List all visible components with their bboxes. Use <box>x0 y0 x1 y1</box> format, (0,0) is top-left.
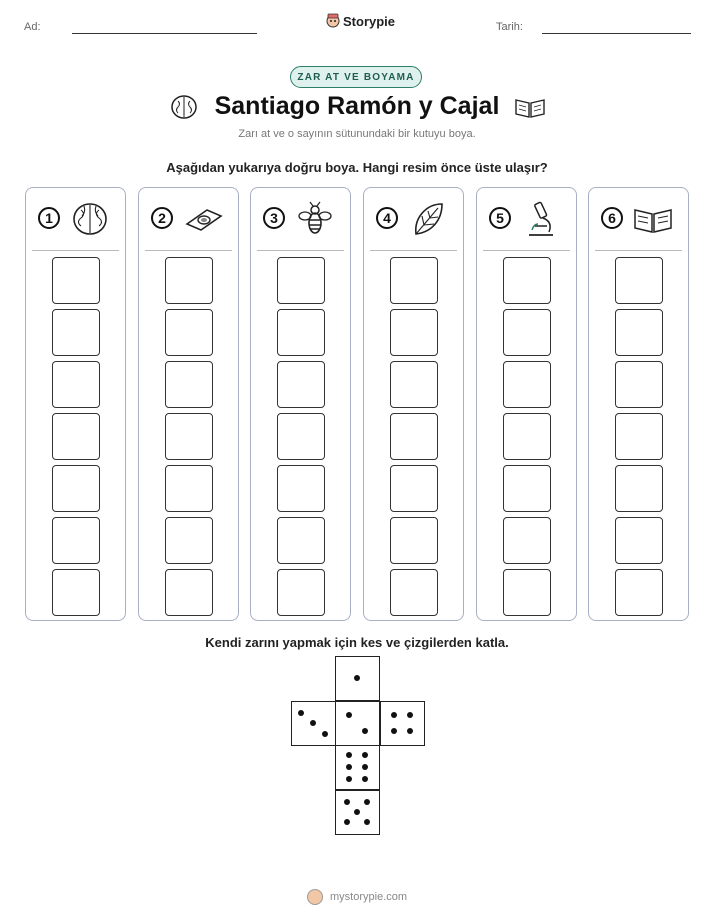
column-3 <box>250 187 351 621</box>
coloring-box[interactable] <box>615 413 663 460</box>
subtitle: Zarı at ve o sayının sütunundaki bir kutuyu boya. <box>238 128 476 140</box>
leaf-icon <box>408 200 448 238</box>
coloring-box[interactable] <box>390 413 438 460</box>
coloring-box[interactable] <box>615 569 663 616</box>
coloring-box[interactable] <box>390 361 438 408</box>
coloring-box[interactable] <box>165 569 213 616</box>
coloring-box[interactable] <box>277 569 325 616</box>
coloring-box[interactable] <box>503 465 551 512</box>
divider <box>257 250 344 251</box>
dice-pip <box>362 764 368 770</box>
dice-face-5 <box>335 790 380 835</box>
dice-pip <box>310 720 316 726</box>
storypie-mascot-icon <box>307 889 323 905</box>
brain-icon <box>70 200 110 238</box>
page-title <box>0 92 714 121</box>
column-2 <box>138 187 239 621</box>
footer <box>0 889 714 905</box>
dice-pip <box>344 799 350 805</box>
coloring-box[interactable] <box>615 517 663 564</box>
bee-icon <box>295 200 335 238</box>
title-text: Santiago Ramón y Cajal <box>214 92 500 120</box>
dice-pip <box>346 776 352 782</box>
dice-instruction: Kendi zarını yapmak için kes ve çizgilerden katla. <box>205 635 509 650</box>
divider <box>145 250 232 251</box>
open-book-icon <box>514 95 546 119</box>
dice-pip <box>391 728 397 734</box>
microscope-icon <box>521 200 561 238</box>
coloring-box[interactable] <box>165 309 213 356</box>
coloring-box[interactable] <box>615 465 663 512</box>
coloring-box[interactable] <box>277 413 325 460</box>
dice-pip <box>354 809 360 815</box>
dice-pip <box>362 776 368 782</box>
coloring-box[interactable] <box>390 309 438 356</box>
coloring-box[interactable] <box>165 517 213 564</box>
brain-icon <box>170 93 198 121</box>
coloring-box[interactable] <box>390 569 438 616</box>
dice-face-6 <box>335 745 380 790</box>
coloring-box[interactable] <box>165 413 213 460</box>
dice-pip <box>407 728 413 734</box>
divider <box>483 250 570 251</box>
dice-face-3 <box>291 701 336 746</box>
dice-pip <box>346 764 352 770</box>
coloring-box[interactable] <box>390 257 438 304</box>
open-book-icon <box>633 200 673 238</box>
dice-pip <box>364 819 370 825</box>
column-5 <box>476 187 577 621</box>
column-4 <box>363 187 464 621</box>
column-number: 6 <box>601 207 623 229</box>
coloring-box[interactable] <box>615 257 663 304</box>
coloring-box[interactable] <box>277 465 325 512</box>
coloring-box[interactable] <box>52 569 100 616</box>
coloring-box[interactable] <box>615 309 663 356</box>
coloring-box[interactable] <box>165 465 213 512</box>
name-label: Ad: <box>24 21 41 33</box>
dice-pip <box>346 752 352 758</box>
dice-pip <box>298 710 304 716</box>
column-number: 2 <box>151 207 173 229</box>
coloring-box[interactable] <box>165 361 213 408</box>
coloring-box[interactable] <box>615 361 663 408</box>
dice-face-2 <box>335 701 380 746</box>
column-number: 4 <box>376 207 398 229</box>
divider <box>595 250 682 251</box>
coloring-box[interactable] <box>52 413 100 460</box>
coloring-box[interactable] <box>503 517 551 564</box>
name-line[interactable] <box>72 33 257 34</box>
column-number: 3 <box>263 207 285 229</box>
coloring-box[interactable] <box>503 257 551 304</box>
coloring-box[interactable] <box>52 361 100 408</box>
date-line[interactable] <box>542 33 691 34</box>
coloring-box[interactable] <box>503 309 551 356</box>
coloring-box[interactable] <box>52 517 100 564</box>
divider <box>370 250 457 251</box>
instruction: Aşağıdan yukarıya doğru boya. Hangi resim önce üste ulaşır? <box>166 160 548 175</box>
dice-pip <box>354 675 360 681</box>
dice-pip <box>322 731 328 737</box>
coloring-box[interactable] <box>277 257 325 304</box>
coloring-box[interactable] <box>277 309 325 356</box>
coloring-box[interactable] <box>277 517 325 564</box>
coloring-box[interactable] <box>503 569 551 616</box>
column-number: 1 <box>38 207 60 229</box>
column-1 <box>25 187 126 621</box>
coloring-box[interactable] <box>503 361 551 408</box>
coloring-box[interactable] <box>277 361 325 408</box>
microscope-slide-icon <box>183 200 223 238</box>
dice-face-4 <box>380 701 425 746</box>
date-label: Tarih: <box>496 21 523 33</box>
coloring-box[interactable] <box>390 465 438 512</box>
dice-pip <box>362 728 368 734</box>
brand-name: Storypie <box>343 13 396 29</box>
dice-pip <box>344 819 350 825</box>
dice-pip <box>362 752 368 758</box>
dice-pip <box>407 712 413 718</box>
coloring-box[interactable] <box>52 257 100 304</box>
column-number: 5 <box>489 207 511 229</box>
storypie-mascot-icon <box>326 13 340 29</box>
column-6 <box>588 187 689 621</box>
coloring-box[interactable] <box>503 413 551 460</box>
brand-logo <box>326 13 395 29</box>
divider <box>32 250 119 251</box>
coloring-box[interactable] <box>390 517 438 564</box>
coloring-box[interactable] <box>52 465 100 512</box>
coloring-box[interactable] <box>165 257 213 304</box>
coloring-box[interactable] <box>52 309 100 356</box>
footer-url[interactable]: mystorypie.com <box>330 890 408 903</box>
dice-face-1 <box>335 656 380 701</box>
dice-pip <box>364 799 370 805</box>
dice-pip <box>391 712 397 718</box>
dice-pip <box>346 712 352 718</box>
activity-badge: ZAR AT VE BOYAMA <box>290 66 422 88</box>
